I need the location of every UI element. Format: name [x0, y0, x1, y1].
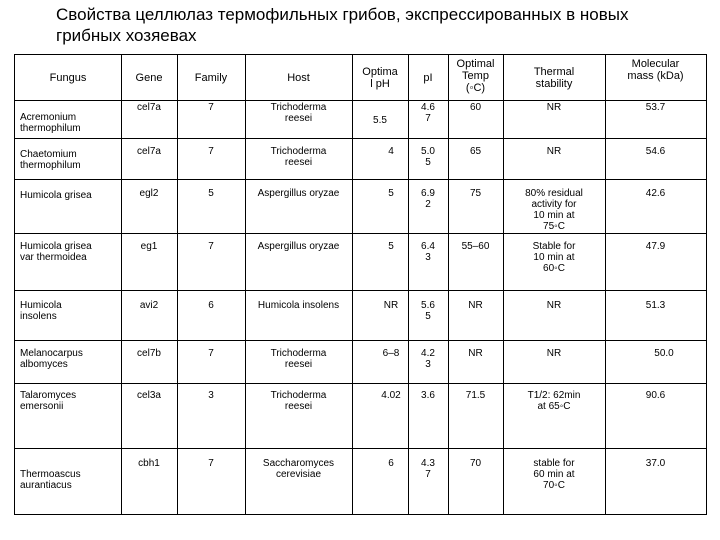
table-cell-host: Saccharomyces cerevisiae: [262, 458, 335, 480]
table-cell-family: 7: [208, 146, 214, 157]
table-cell-molecular-mass: 51.3: [645, 300, 666, 311]
table-cell-optimal-temp: NR: [468, 300, 483, 311]
table-cell-host: Aspergillus oryzae: [257, 188, 340, 199]
table-cell-family: 7: [208, 102, 214, 113]
table-cell-molecular-mass: 54.6: [645, 146, 666, 157]
header-optimal-temp: Optimal Temp (◦C): [456, 58, 495, 94]
cellulase-properties-table: [14, 54, 707, 515]
table-cell-thermal-stability: NR: [546, 348, 562, 359]
header-family: Family: [194, 72, 228, 84]
table-cell-pi: 4.6 7: [421, 102, 435, 124]
table-cell-fungus: Thermoascus aurantiacus: [20, 469, 81, 491]
table-cell-host: Trichoderma reesei: [270, 348, 327, 370]
table-cell-pi: 5.6 5: [421, 300, 435, 322]
table-cell-gene: avi2: [139, 300, 159, 311]
table-cell-family: 6: [208, 300, 214, 311]
table-cell-optimal-ph: 5.5: [373, 115, 387, 126]
table-cell-optimal-ph: NR: [383, 300, 399, 311]
header-gene: Gene: [135, 72, 163, 84]
table-cell-gene: cel3a: [137, 390, 161, 401]
header-fungus: Fungus: [49, 72, 87, 84]
slide-title: Свойства целлюлаз термофильных грибов, экспрессированных в новых грибных хозяевах: [56, 5, 629, 45]
table-cell-optimal-ph: 4.02: [381, 390, 401, 401]
table-cell-pi: 3.6: [421, 390, 435, 401]
table-cell-family: 3: [208, 390, 214, 401]
table-cell-host: Trichoderma reesei: [270, 102, 327, 124]
table-cell-gene: egl2: [139, 188, 159, 199]
table-cell-pi: 4.3 7: [421, 458, 435, 480]
table-cell-host: Humicola insolens: [257, 300, 340, 311]
table-cell-optimal-ph: 4: [388, 146, 394, 157]
table-cell-gene: eg1: [140, 241, 158, 252]
table-cell-optimal-temp: 55–60: [461, 241, 490, 252]
table-cell-optimal-temp: 70: [469, 458, 482, 469]
table-cell-fungus: Humicola insolens: [20, 300, 62, 322]
header-optimal-ph: Optima l pH: [362, 66, 398, 90]
table-cell-fungus: Acremonium thermophilum: [20, 112, 81, 134]
table-cell-optimal-temp: NR: [468, 348, 483, 359]
table-cell-optimal-temp: 65: [469, 146, 482, 157]
table-cell-host: Trichoderma reesei: [270, 390, 327, 412]
header-host: Host: [287, 72, 310, 84]
table-cell-optimal-ph: 5: [388, 188, 394, 199]
table-cell-pi: 5.0 5: [421, 146, 435, 168]
table-cell-molecular-mass: 37.0: [645, 458, 666, 469]
table-cell-fungus: Humicola grisea: [20, 190, 92, 201]
table-cell-molecular-mass: 47.9: [645, 241, 666, 252]
table-cell-molecular-mass: 53.7: [645, 102, 666, 113]
table-cell-molecular-mass: 90.6: [645, 390, 666, 401]
table-cell-optimal-temp: 71.5: [465, 390, 486, 401]
table-cell-gene: cel7a: [137, 102, 161, 113]
table-cell-host: Aspergillus oryzae: [257, 241, 340, 252]
table-cell-gene: cbh1: [138, 458, 160, 469]
table-cell-optimal-ph: 5: [388, 241, 394, 252]
table-cell-optimal-temp: 75: [469, 188, 482, 199]
table-cell-thermal-stability: stable for 60 min at 70◦C: [533, 458, 575, 491]
table-cell-gene: cel7b: [137, 348, 161, 359]
table-cell-optimal-ph: 6: [388, 458, 394, 469]
table-cell-host: Trichoderma reesei: [270, 146, 327, 168]
table-cell-fungus: Humicola grisea var thermoidea: [20, 241, 92, 263]
table-cell-thermal-stability: Stable for 10 min at 60◦C: [532, 241, 576, 274]
table-cell-family: 5: [208, 188, 214, 199]
table-cell-thermal-stability: NR: [546, 102, 562, 113]
table-cell-optimal-ph: 6–8: [382, 348, 400, 359]
table-cell-molecular-mass: 50.0: [654, 348, 674, 359]
table-cell-molecular-mass: 42.6: [645, 188, 666, 199]
table-cell-family: 7: [208, 241, 214, 252]
header-molecular-mass: Molecular mass (kDa): [627, 58, 684, 82]
table-cell-pi: 4.2 3: [421, 348, 435, 370]
table-cell-pi: 6.4 3: [421, 241, 435, 263]
table-cell-pi: 6.9 2: [421, 188, 435, 210]
table-cell-fungus: Talaromyces emersonii: [20, 390, 77, 412]
table-cell-optimal-temp: 60: [469, 102, 482, 113]
table-cell-thermal-stability: NR: [546, 146, 562, 157]
table-cell-thermal-stability: 80% residual activity for 10 min at 75◦C: [525, 188, 583, 232]
header-pi: pI: [423, 72, 433, 84]
table-cell-family: 7: [208, 348, 214, 359]
table-cell-thermal-stability: T1/2: 62min at 65◦C: [527, 390, 581, 412]
table-cell-fungus: Melanocarpus albomyces: [20, 348, 83, 370]
table-cell-family: 7: [208, 458, 214, 469]
table-cell-gene: cel7a: [137, 146, 161, 157]
table-cell-fungus: Chaetomium thermophilum: [20, 149, 81, 171]
header-thermal-stability: Thermal stability: [533, 66, 575, 90]
table-cell-thermal-stability: NR: [546, 300, 562, 311]
